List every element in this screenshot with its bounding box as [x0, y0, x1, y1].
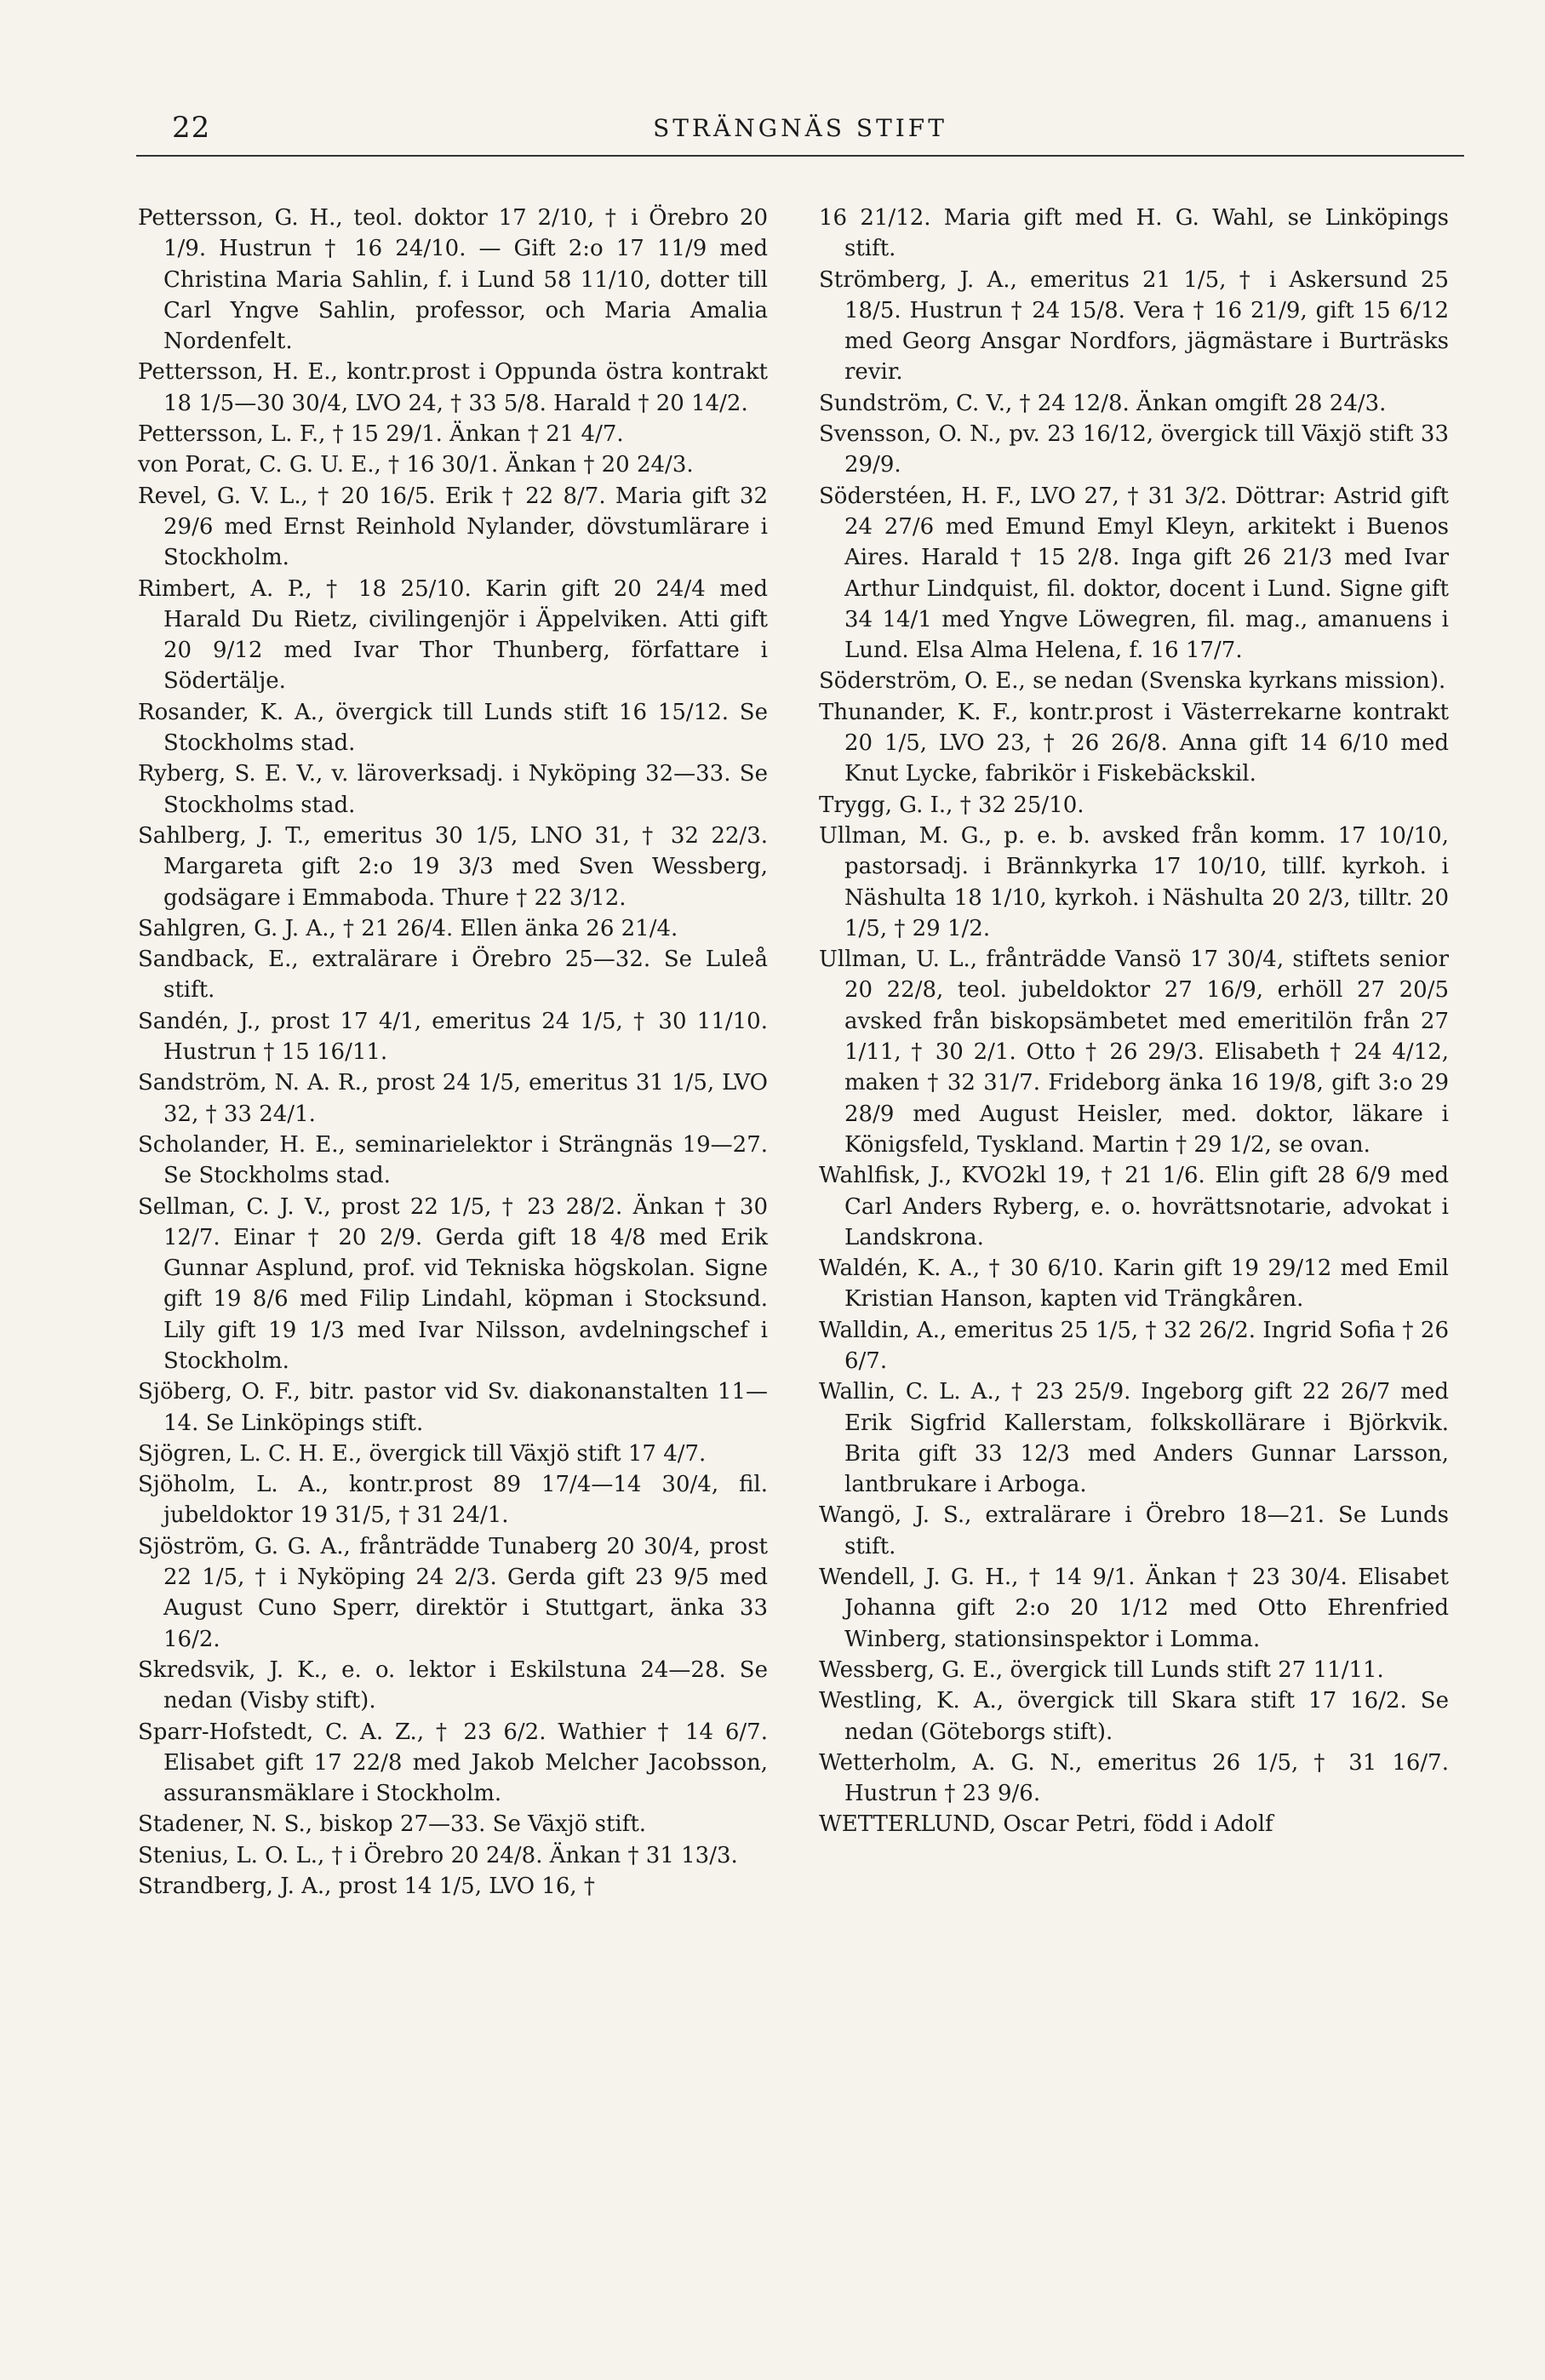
entry: Westling, K. A., övergick till Skara stift 17 16/2. Se nedan (Göteborgs stift).: [819, 1688, 1449, 1745]
left-column: [138, 203, 768, 1902]
entry: Sahlberg, J. T., emeritus 30 1/5, LNO 31, † 32 22/3. Margareta gift 2:o 19 3/3 med Sven Wessberg, godsägare i Emmaboda. Thure † 22 3/12.: [138, 822, 768, 911]
entry: Rimbert, A. P., † 18 25/10. Karin gift 20 24/4 med Harald Du Rietz, civilingenjör i Äppelviken. Atti gift 20 9/12 med Ivar Thor Thunberg, författare i Södertälje.: [138, 575, 768, 695]
entry: Ullman, M. G., p. e. b. avsked från komm. 17 10/10, pastorsadj. i Brännkyrka 17 10/10, tillf. kyrkoh. i Näshulta 18 1/10, kyrkoh. i Näshulta 20 2/3, tilltr. 20 1/5, † 29 1/2.: [819, 822, 1449, 941]
entry: Sparr-Hofstedt, C. A. Z., † 23 6/2. Wathier † 14 6/7. Elisabet gift 17 22/8 med Jakob Melcher Jacobsson, assuransmäklare i Stockholm.: [138, 1719, 768, 1807]
entry: Sjöholm, L. A., kontr.prost 89 17/4—14 30/4, fil. jubeldoktor 19 31/5, † 31 24/1.: [138, 1472, 768, 1529]
entry: Svensson, O. N., pv. 23 16/12, övergick till Växjö stift 33 29/9.: [819, 421, 1449, 478]
running-title: STRÄNGNÄS STIFT: [653, 114, 947, 142]
entry: Ryberg, S. E. V., v. läroverksadj. i Nyköping 32—33. Se Stockholms stad.: [138, 761, 768, 818]
entry: Wangö, J. S., extralärare i Örebro 18—21. Se Lunds stift.: [819, 1502, 1449, 1559]
entry: Pettersson, G. H., teol. doktor 17 2/10, † i Örebro 20 1/9. Hustrun † 16 24/10. — Gift 2:o 17 11/9 med Christina Maria Sahlin, f. i Lund 58 11/10, dotter till Carl Yngve Sahlin, professor, och Maria Amalia Nordenfelt.: [138, 205, 768, 355]
entry: 16 21/12. Maria gift med H. G. Wahl, se Linköpings stift.: [819, 205, 1449, 262]
entry: Wallin, C. L. A., † 23 25/9. Ingeborg gift 22 26/7 med Erik Sigfrid Kallerstam, folkskollärare i Björkvik. Brita gift 33 12/3 med Anders Gunnar Larsson, lantbrukare i Arboga.: [819, 1379, 1449, 1498]
entry: Wendell, J. G. H., † 14 9/1. Änkan † 23 30/4. Elisabet Johanna gift 2:o 20 1/12 med Otto Ehrenfried Winberg, stationsinspektor i Lomma.: [819, 1565, 1449, 1652]
entry: von Porat, C. G. U. E., † 16 30/1. Änkan † 20 24/3.: [138, 452, 694, 478]
entry: Strandberg, J. A., prost 14 1/5, LVO 16, †: [138, 1874, 595, 1900]
entry: Rosander, K. A., övergick till Lunds stift 16 15/12. Se Stockholms stad.: [138, 699, 768, 757]
entry: Pettersson, H. E., kontr.prost i Oppunda östra kontrakt 18 1/5—30 30/4, LVO 24, † 33 5/8. Harald † 20 14/2.: [138, 359, 768, 416]
entry: Thunander, K. F., kontr.prost i Västerrekarne kontrakt 20 1/5, LVO 23, † 26 26/8. Anna gift 14 6/10 med Knut Lycke, fabrikör i Fiskebäckskil.: [819, 699, 1449, 787]
entry: Wahlfisk, J., KVO2kl 19, † 21 1/6. Elin gift 28 6/9 med Carl Anders Ryberg, e. o. hovrättsnotarie, advokat i Landskrona.: [819, 1163, 1449, 1250]
entry: Pettersson, L. F., † 15 29/1. Änkan † 21 4/7.: [138, 421, 624, 448]
entry: Sjögren, L. C. H. E., övergick till Växjö stift 17 4/7.: [138, 1440, 707, 1467]
entry: Sandén, J., prost 17 4/1, emeritus 24 1/5, † 30 11/10. Hustrun † 15 16/11.: [138, 1008, 768, 1066]
entry: Sjöberg, O. F., bitr. pastor vid Sv. diakonanstalten 11—14. Se Linköpings stift.: [138, 1379, 768, 1436]
entry: Söderström, O. E., se nedan (Svenska kyrkans mission).: [819, 668, 1446, 695]
page-header: [136, 111, 1464, 157]
entry: Sjöström, G. G. A., frånträdde Tunaberg 20 30/4, prost 22 1/5, † i Nyköping 24 2/3. Gerda gift 23 9/5 med August Cuno Sperr, direktör i Stuttgart, änka 33 16/2.: [138, 1533, 768, 1652]
entry: Sahlgren, G. J. A., † 21 26/4. Ellen änka 26 21/4.: [138, 915, 678, 941]
entry: Wetterholm, A. G. N., emeritus 26 1/5, † 31 16/7. Hustrun † 23 9/6.: [819, 1749, 1449, 1807]
entry: Wessberg, G. E., övergick till Lunds stift 27 11/11.: [819, 1656, 1384, 1683]
entry: Skredsvik, J. K., e. o. lektor i Eskilstuna 24—28. Se nedan (Visby stift).: [138, 1656, 768, 1714]
entry: Scholander, H. E., seminarielektor i Strängnäs 19—27. Se Stockholms stad.: [138, 1131, 768, 1189]
entry: Walldin, A., emeritus 25 1/5, † 32 26/2. Ingrid Sofia † 26 6/7.: [819, 1317, 1449, 1374]
entry: Trygg, G. I., † 32 25/10.: [819, 792, 1084, 818]
entry: Sundström, C. V., † 24 12/8. Änkan omgift 28 24/3.: [819, 390, 1387, 416]
entry: Strömberg, J. A., emeritus 21 1/5, † i Askersund 25 18/5. Hustrun † 24 15/8. Vera † 16 21/9, gift 15 6/12 med Georg Ansgar Nordfors, jägmästare i Burträsks revir.: [819, 266, 1449, 386]
entry: Sandback, E., extralärare i Örebro 25—32. Se Luleå stift.: [138, 947, 768, 1004]
entry: Sandström, N. A. R., prost 24 1/5, emeritus 31 1/5, LVO 32, † 33 24/1.: [138, 1070, 768, 1127]
entry: Ullman, U. L., frånträdde Vansö 17 30/4, stiftets senior 20 22/8, teol. jubeldoktor 27 16/9, erhöll 27 20/5 avsked från biskopsämbetet med emeritilön från 27 1/11, † 30 2/1. Otto † 26 29/3. Elisabeth † 24 4/12, maken † 32 31/7. Frideborg änka 16 19/8, gift 3:o 29 28/9 med August Heisler, med. doktor, läkare i Königsfeld, Tyskland. Martin † 29 1/2, se ovan.: [819, 947, 1449, 1158]
right-column: [819, 203, 1449, 1840]
entry: Sellman, C. J. V., prost 22 1/5, † 23 28/2. Änkan † 30 12/7. Einar † 20 2/9. Gerda gift 18 4/8 med Erik Gunnar Asplund, prof. vid Tekniska högskolan. Signe gift 19 8/6 med Filip Lindahl, köpman i Stocksund. Lily gift 19 1/3 med Ivar Nilsson, avdelningschef i Stockholm.: [138, 1193, 768, 1374]
entry: Stenius, L. O. L., † i Örebro 20 24/8. Änkan † 31 13/3.: [138, 1842, 738, 1868]
entry: Waldén, K. A., † 30 6/10. Karin gift 19 29/12 med Emil Kristian Hanson, kapten vid Trängkåren.: [819, 1256, 1449, 1313]
entry: Revel, G. V. L., † 20 16/5. Erik † 22 8/7. Maria gift 32 29/6 med Ernst Reinhold Nylander, dövstumlärare i Stockholm.: [138, 483, 768, 571]
page-number: 22: [172, 111, 211, 145]
entry: WETTERLUND, Oscar Petri, född i Adolf: [819, 1811, 1273, 1838]
entry: Söderstéen, H. F., LVO 27, † 31 3/2. Döttrar: Astrid gift 24 27/6 med Emund Emyl Kleyn, arkitekt i Buenos Aires. Harald † 15 2/8. Inga gift 26 21/3 med Ivar Arthur Lindquist, fil. doktor, docent i Lund. Signe gift 34 14/1 med Yngve Löwegren, fil. mag., amanuens i Lund. Elsa Alma Helena, f. 16 17/7.: [819, 483, 1449, 664]
entry: Stadener, N. S., biskop 27—33. Se Växjö stift.: [138, 1811, 647, 1838]
